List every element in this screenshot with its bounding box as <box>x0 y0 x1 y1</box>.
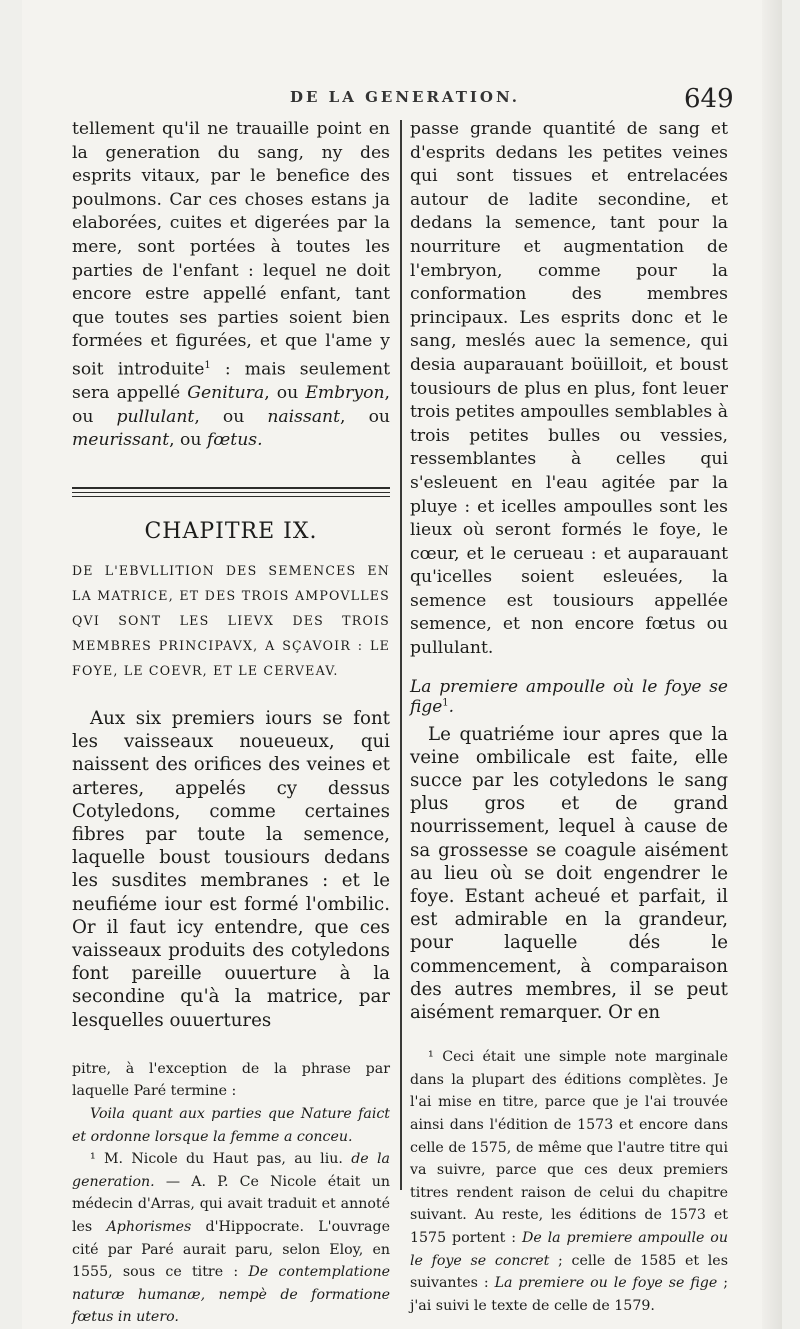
footnote-quote: Voila quant aux parties que Nature faict et ordonne lorsque la femme a conceu. <box>72 1106 390 1145</box>
running-title: DE LA GENERATION. <box>290 88 520 106</box>
right-paragraph-2: Le quatriéme iour apres que la veine ombilicale est faite, elle succe par les cotyledons le sang plus gros et de grand nourrissement, lequel à cause de sa grossesse se coagule aisément au lieu où se doit engendrer le foye. Estant acheué et parfait, il est admirable en la grandeur, pour laquelle dés le commencement, à comparaison des autres membres, il se peut aisément remarquer. Or en <box>410 723 728 1024</box>
chapter-rule <box>72 487 390 489</box>
section-title: La premiere ampoulle où le foye se fige$^1$. <box>410 676 728 717</box>
chapter-rule <box>72 496 390 497</box>
page-number: 649 <box>684 84 734 114</box>
footnote-1: ¹ Ceci était une simple note marginale dans la plupart des éditions complètes. Je l'ai mise en titre, parce que je l'ai trouvée ainsi dans l'édition de 1573 et encore dans celle de 1575, de même que l'autre titre qui va suivre, parce que ces deux premiers titres rendent raison de celui du chapitre suivant. Au reste, les éditions de 1573 et 1575 portent : De la premiere ampoulle ou le foye se concret ; celle de 1585 et les suivantes : La premiere ou le foye se fige ; j'ai suivi le texte de celle de 1579. <box>410 1049 728 1314</box>
page-edge <box>762 0 782 1329</box>
chapter-rule <box>72 492 390 493</box>
chapter-subtitle: DE L'EBVLLITION DES SEMENCES EN LA MATRICE, ET DES TROIS AMPOVLLES QVI SONT LES LIEVX DES TROIS MEMBRES PRINCIPAVX, A SÇAVOIR : LE FOYE, LE COEVR, ET LE CERVEAV. <box>72 563 390 679</box>
left-paragraph-2: Aux six premiers iours se font les vaisseaux noueueux, qui naissent des orifices des veines et arteres, appelés cy dessus Cotyledons, comme certaines fibres par toute la semence, laquelle boust tousiours dedans les susdites membranes : et le neufiéme iour est formé l'ombilic. Or il faut icy entendre, que ces vaisseaux produits des cotyledons font pareille ouuerture à la secondine qu'à la matrice, par lesquelles ouuertures <box>72 708 390 1031</box>
footnote-ref: 1 <box>442 697 449 708</box>
chapter-title: CHAPITRE IX. <box>144 519 318 545</box>
footnote-2: ¹ M. Nicole du Haut pas, au liu. de la generation. — A. P. Ce Nicole était un médecin d'Arras, qui avait traduit et annoté les Aphorismes d'Hippocrate. L'ouvrage cité par Paré aurait paru, selon Eloy, en 1555, sous ce titre : De contemplatione naturæ humanæ, nempè de formatione fœtus in utero. <box>72 1151 390 1326</box>
left-paragraph-1: tellement qu'il ne trauaille point en la generation du sang, ny des esprits vitaux, par le benefice des poulmons. Car ces choses estans ja elaborées, cuites et digerées par la mere, sont portées à toutes les parties de l'enfant : lequel ne doit encore estre appellé enfant, tant que toutes ses parties soient bien formées et figurées, et que l'ame y soit introduite$^1$ : mais seulement sera appellé Genitura, ou Embryon, ou pullulant, ou naissant, ou meurissant, ou fœtus. <box>72 119 390 451</box>
footnote-ref: 1 <box>204 359 211 371</box>
left-column <box>72 118 390 1329</box>
right-paragraph-1: passe grande quantité de sang et d'esprits dedans les petites veines qui sont tissues et entrelacées autour de ladite secondine, et dedans la semence, tant pour la nourriture et augmentation de l'embryon, comme pour la conformation des membres principaux. Les esprits donc et le sang, meslés auec la semence, qui desia auparauant boüilloit, et boust tousiours de plus en plus, font leuer trois petites ampoulles semblables à trois petites bulles ou vessies, ressemblantes à celles qui s'esleuent en l'eau agitée par la pluye : et icelles ampoulles sont les lieux où seront formés le foye, le cœur, et le cerueau : et auparauant qu'icelles soient esleuées, la semence est tousiours appellée semence, et non encore fœtus ou pullulant. <box>410 119 728 659</box>
footnote-continuation: pitre, à l'exception de la phrase par laquelle Paré termine : <box>72 1060 390 1100</box>
right-column <box>410 118 728 1317</box>
column-divider <box>400 120 402 1190</box>
